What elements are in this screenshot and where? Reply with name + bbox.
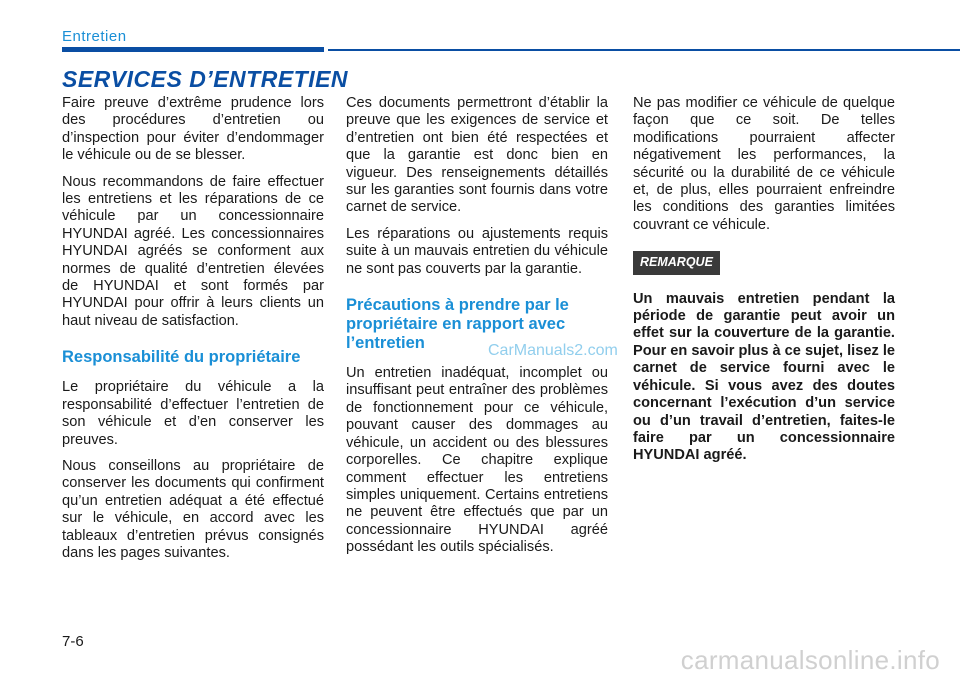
paragraph: Les réparations ou ajustements requis suite à un mauvais entretien du véhicule ne sont pas couverts par la garantie. [346,225,608,277]
column-1 [62,95,324,571]
page-title: SERVICES D’ENTRETIEN [62,66,349,92]
paragraph: Ces documents permettront d’établir la preuve que les exigences de service et d’entretien ont bien été respectées et que la garantie est donc bien en vigueur. Des renseignements détaillés sur les garanties sont fournis dans votre carnet de service. [346,95,608,216]
note-badge: REMARQUE [633,251,720,274]
watermark-mid: CarManuals2.com [488,342,618,359]
note-text: Un mauvais entretien pendant la période de garantie peut avoir un effet sur la couverture de la garantie. Pour en savoir plus à ce sujet, lisez le carnet de service fourni avec le véhicule. Si vous avez des doutes concernant l’exécution d’un service ou d’un travail d’entretien, faites-le faire par un concessionnaire HYUNDAI agréé. [633,290,895,464]
header-rule-thick [62,47,324,52]
paragraph: Nous conseillons au propriétaire de conserver les documents qui confirment qu’un entretien adéquat a été effectué sur le véhicule, en accord avec les tableaux d’entretien prévus consignés dans les pages suivantes. [62,457,324,561]
paragraph: Ne pas modifier ce véhicule de quelque façon que ce soit. De telles modifications pourraient affecter négativement les performances, la sécurité ou la durabilité de ce véhicule et, de plus, elles pourraient enfreindre les conditions des garanties limitées couvrant ce véhicule. [633,95,895,233]
paragraph: Un entretien inadéquat, incomplet ou insuffisant peut entraîner des problèmes de fonctionnement pour ce véhicule, pouvant causer des dommages au véhicule, un accident ou des blessures corporelles. Ce chapitre explique comment effectuer les entretiens simples uniquement. Certains entretiens ne peuvent être effectués que par un concessionnaire HYUNDAI agréé possédant les outils spécialisés. [346,365,608,556]
header-rule-thin [328,49,960,51]
paragraph: Faire preuve d’extrême prudence lors des procédures d’entretien ou d’inspection pour éviter d’endommager le véhicule ou de se blesser. [62,95,324,164]
column-2 [346,95,608,566]
subheading-owner-precautions: Précautions à prendre par le propriétaire en rapport avec l’entretien [346,296,569,353]
paragraph: Le propriétaire du véhicule a la responsabilité d’effectuer l’entretien de son véhicule et d’en conserver les preuves. [62,379,324,448]
section-label: Entretien [62,28,127,45]
column-3 [633,95,895,474]
subheading-owner-responsibility: Responsabilité du propriétaire [62,348,301,367]
paragraph: Nous recommandons de faire effectuer les entretiens et les réparations de ce véhicule par un concessionnaire HYUNDAI agréé. Les concessionnaires HYUNDAI agréés se conforment aux normes de qualité d’entretien élevées de HYUNDAI et sont formés par HYUNDAI pour offrir à leurs clients un haut niveau de satisfaction. [62,173,324,329]
page-number: 7-6 [62,633,84,650]
watermark-bottom: carmanualsonline.info [680,645,940,675]
